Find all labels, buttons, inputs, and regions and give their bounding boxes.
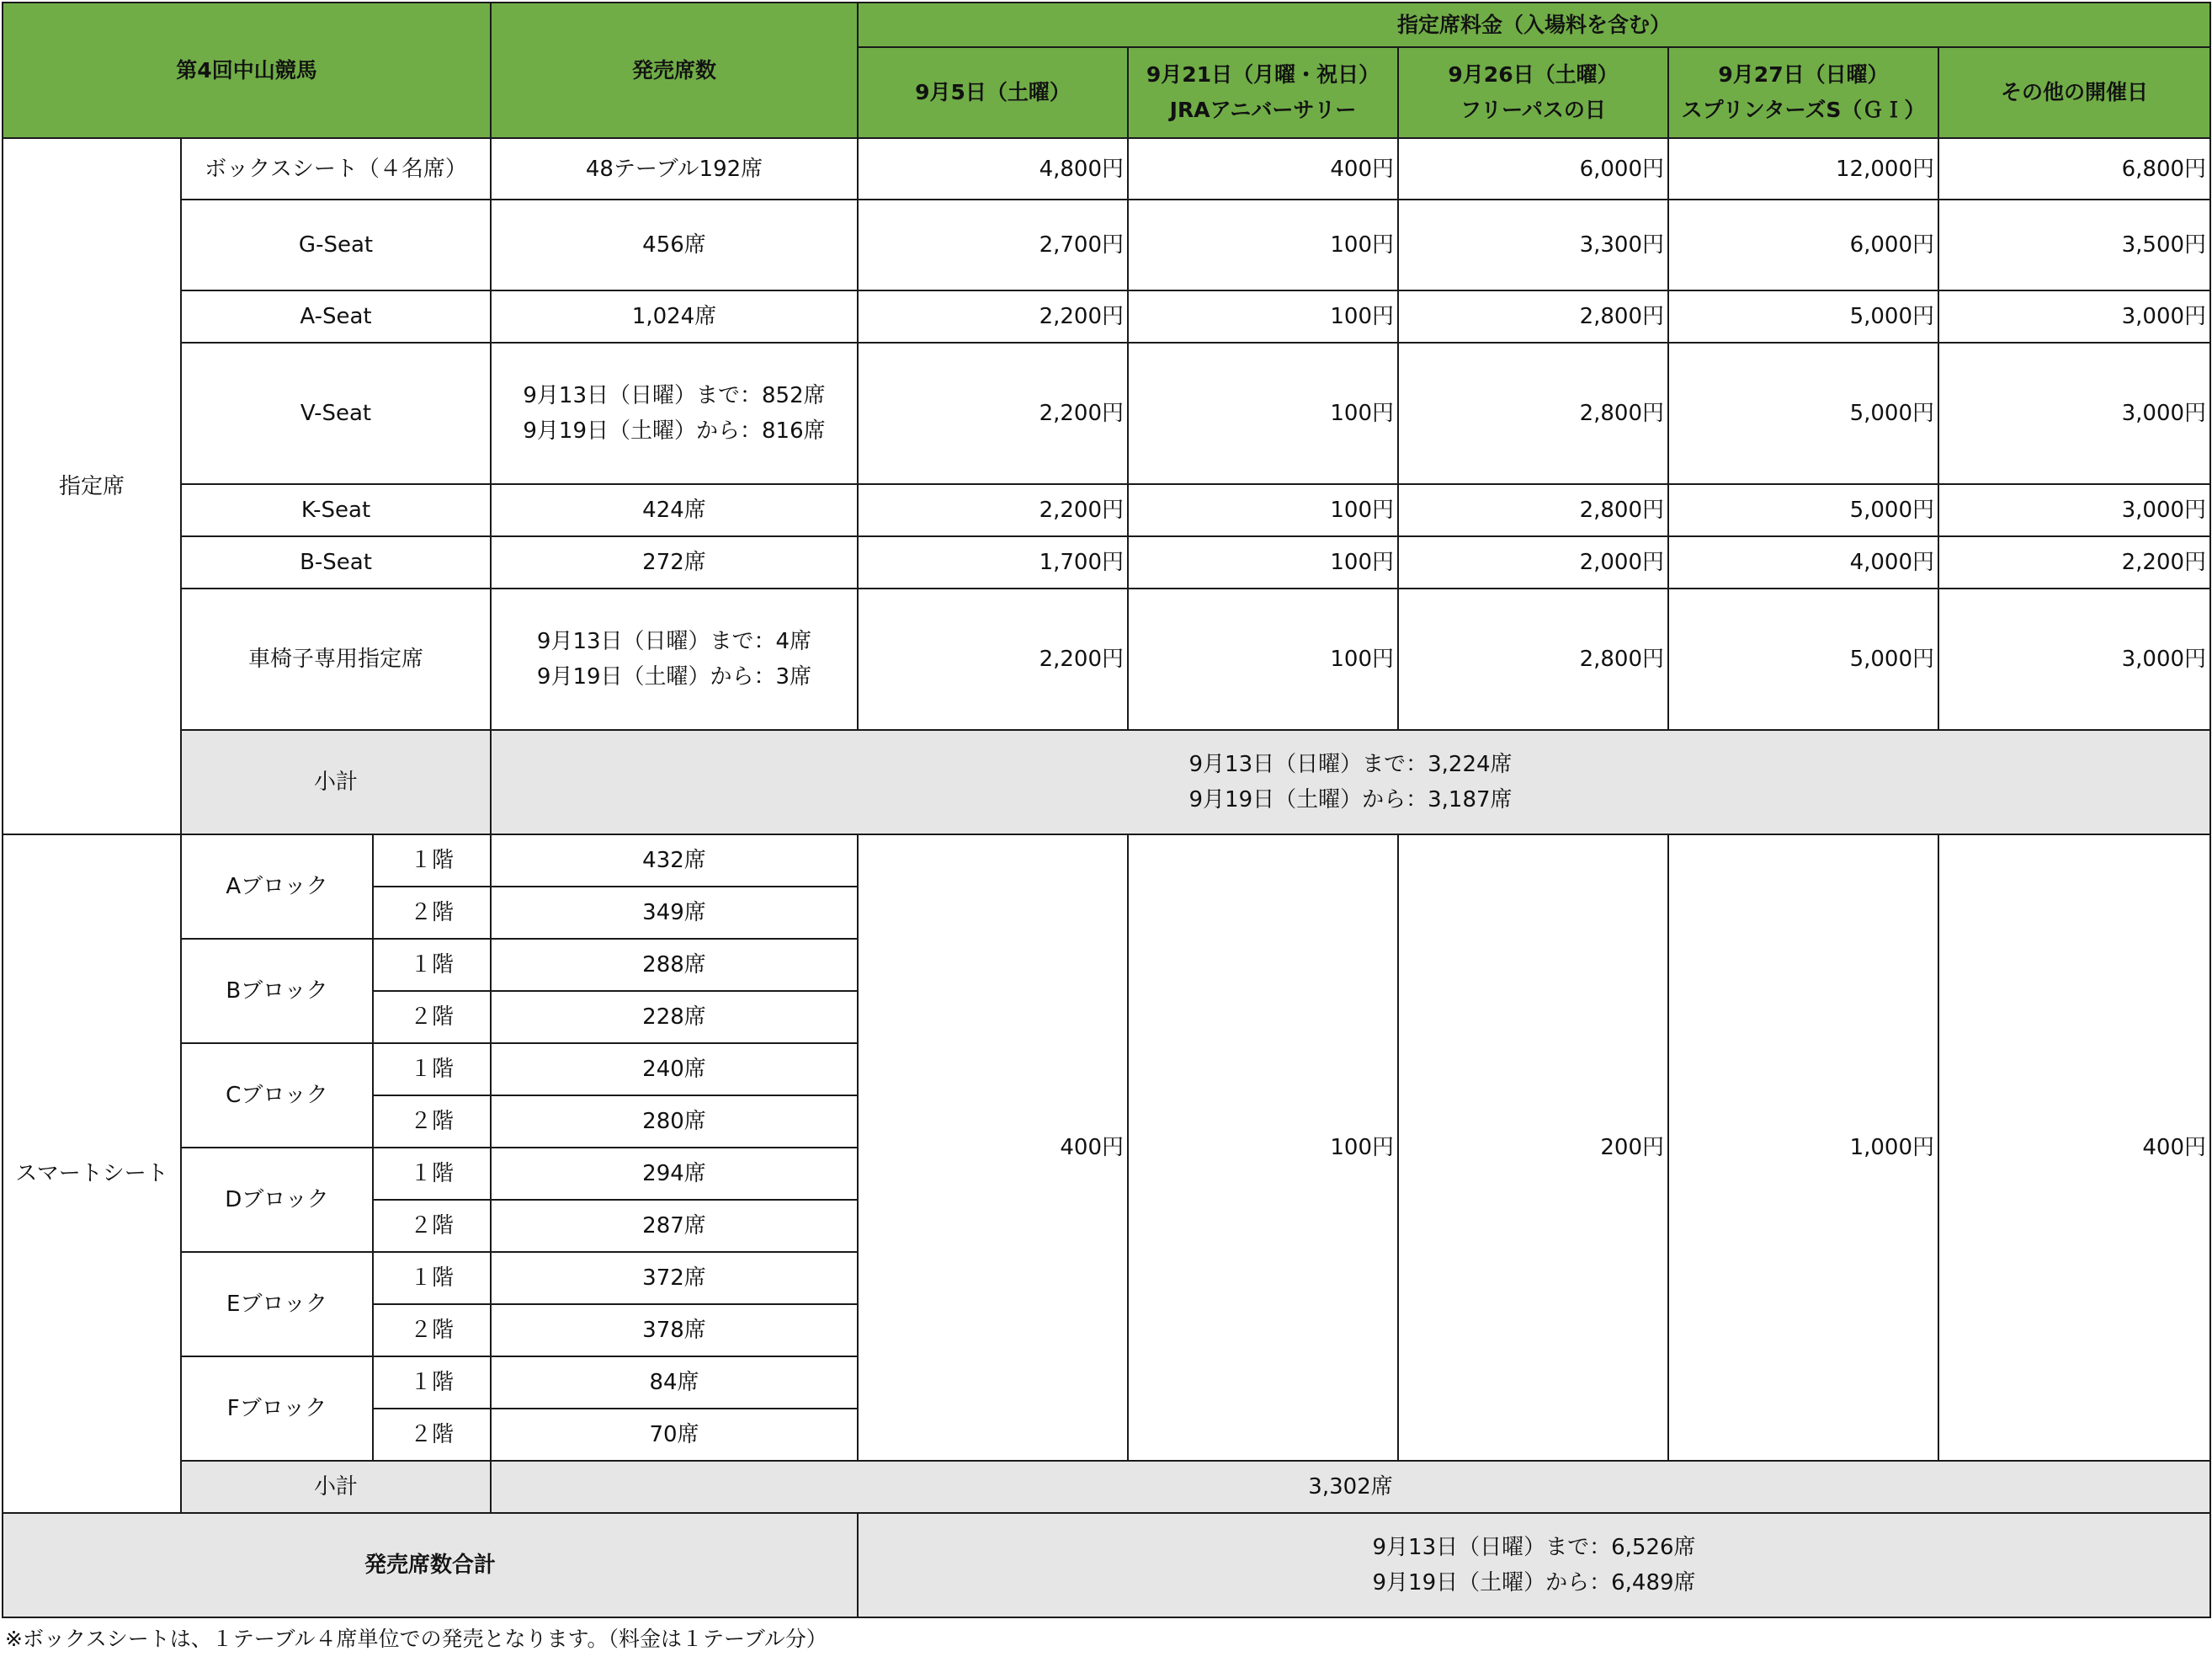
seat-count: 294席	[491, 1148, 858, 1200]
seat-count: 228席	[491, 991, 858, 1043]
grand-total-row	[3, 1513, 2210, 1617]
block-name: Cブロック	[181, 1043, 373, 1148]
price-cell: 2,200円	[1938, 536, 2210, 589]
seat-count: 432席	[491, 834, 858, 887]
price-cell: 100円	[1128, 484, 1398, 536]
floor-label: １階	[373, 1148, 491, 1200]
footnote: ※ボックスシートは、１テーブル４席単位での発売となります。（料金は１テーブル分）	[5, 1627, 827, 1651]
seat-count: 1,024席	[491, 290, 858, 343]
block-name: Aブロック	[181, 834, 373, 939]
floor-label: １階	[373, 834, 491, 887]
reserved-subtotal-row	[3, 730, 2210, 834]
reserved-row-b-seat	[3, 536, 2210, 589]
header-day-3: 9月26日（土曜） フリーパスの日	[1398, 47, 1668, 138]
price-cell: 2,200円	[858, 589, 1128, 730]
floor-label: ２階	[373, 1409, 491, 1461]
price-cell: 100円	[1128, 343, 1398, 484]
block-name: Bブロック	[181, 939, 373, 1043]
header-seats-sold: 発売席数	[491, 3, 858, 138]
seat-count: 84席	[491, 1356, 858, 1409]
price-cell: 12,000円	[1668, 138, 1938, 200]
block-name: Dブロック	[181, 1148, 373, 1252]
price-cell: 2,800円	[1398, 589, 1668, 730]
seat-count: 372席	[491, 1252, 858, 1304]
grand-total-value: 9月13日（日曜）まで：6,526席 9月19日（土曜）から：6,489席	[858, 1513, 2210, 1617]
price-cell: 4,800円	[858, 138, 1128, 200]
smart-price-cell: 100円	[1128, 834, 1398, 1461]
seat-name: ボックスシート（４名席）	[181, 138, 491, 200]
reserved-row-a-seat	[3, 290, 2210, 343]
seat-count: 349席	[491, 887, 858, 939]
price-cell: 100円	[1128, 200, 1398, 290]
floor-label: ２階	[373, 1095, 491, 1148]
price-cell: 5,000円	[1668, 290, 1938, 343]
seat-price-table	[2, 2, 2211, 1618]
price-cell: 1,700円	[858, 536, 1128, 589]
floor-label: ２階	[373, 1304, 491, 1356]
price-cell: 100円	[1128, 589, 1398, 730]
seat-name: K-Seat	[181, 484, 491, 536]
smart-subtotal-row	[3, 1461, 2210, 1513]
block-name: Eブロック	[181, 1252, 373, 1356]
price-cell: 2,800円	[1398, 484, 1668, 536]
smart-price-cell: 400円	[858, 834, 1128, 1461]
header-race: 第4回中山競馬	[3, 3, 491, 138]
price-cell: 2,200円	[858, 343, 1128, 484]
floor-label: ２階	[373, 1200, 491, 1252]
seat-count: 9月13日（日曜）まで：4席 9月19日（土曜）から：3席	[491, 589, 858, 730]
seat-name: 車椅子専用指定席	[181, 589, 491, 730]
header-day-2: 9月21日（月曜・祝日） JRAアニバーサリー	[1128, 47, 1398, 138]
price-cell: 2,700円	[858, 200, 1128, 290]
seat-count: 240席	[491, 1043, 858, 1095]
price-cell: 100円	[1128, 536, 1398, 589]
price-cell: 6,800円	[1938, 138, 2210, 200]
smart-subtotal-value: 3,302席	[491, 1461, 2210, 1513]
header-fee-group: 指定席料金（入場料を含む）	[858, 3, 2210, 47]
price-cell: 3,000円	[1938, 589, 2210, 730]
price-cell: 4,000円	[1668, 536, 1938, 589]
reserved-group-label: 指定席	[3, 138, 181, 834]
floor-label: ２階	[373, 887, 491, 939]
floor-label: ２階	[373, 991, 491, 1043]
price-cell: 3,000円	[1938, 290, 2210, 343]
reserved-row-box	[3, 138, 2210, 200]
price-cell: 2,000円	[1398, 536, 1668, 589]
header-day-1: 9月5日（土曜）	[858, 47, 1128, 138]
subtotal-label: 小計	[181, 730, 491, 834]
smart-price-cell: 200円	[1398, 834, 1668, 1461]
seat-name: A-Seat	[181, 290, 491, 343]
seat-count: 378席	[491, 1304, 858, 1356]
seat-name: V-Seat	[181, 343, 491, 484]
seat-count: 48テーブル192席	[491, 138, 858, 200]
block-name: Fブロック	[181, 1356, 373, 1461]
seat-count: 70席	[491, 1409, 858, 1461]
reserved-row-g-seat	[3, 200, 2210, 290]
smart-price-cell: 1,000円	[1668, 834, 1938, 1461]
seat-count: 9月13日（日曜）まで：852席 9月19日（土曜）から：816席	[491, 343, 858, 484]
reserved-subtotal-value: 9月13日（日曜）まで：3,224席 9月19日（土曜）から：3,187席	[491, 730, 2210, 834]
price-cell: 5,000円	[1668, 343, 1938, 484]
seat-name: G-Seat	[181, 200, 491, 290]
price-cell: 400円	[1128, 138, 1398, 200]
price-cell: 5,000円	[1668, 484, 1938, 536]
price-cell: 100円	[1128, 290, 1398, 343]
grand-total-label: 発売席数合計	[3, 1513, 858, 1617]
seat-name: B-Seat	[181, 536, 491, 589]
price-cell: 2,200円	[858, 290, 1128, 343]
smart-price-cell: 400円	[1938, 834, 2210, 1461]
price-cell: 2,800円	[1398, 343, 1668, 484]
seat-count: 456席	[491, 200, 858, 290]
seat-count: 272席	[491, 536, 858, 589]
price-cell: 2,800円	[1398, 290, 1668, 343]
floor-label: １階	[373, 1252, 491, 1304]
smart-row	[3, 834, 2210, 887]
seat-count: 424席	[491, 484, 858, 536]
price-cell: 6,000円	[1398, 138, 1668, 200]
reserved-row-wheelchair	[3, 589, 2210, 730]
price-cell: 2,200円	[858, 484, 1128, 536]
header-day-5: その他の開催日	[1938, 47, 2210, 138]
header-day-4: 9月27日（日曜） スプリンターズS（ＧＩ）	[1668, 47, 1938, 138]
seat-count: 280席	[491, 1095, 858, 1148]
floor-label: １階	[373, 1356, 491, 1409]
reserved-row-v-seat	[3, 343, 2210, 484]
floor-label: １階	[373, 939, 491, 991]
reserved-row-k-seat	[3, 484, 2210, 536]
seat-count: 287席	[491, 1200, 858, 1252]
subtotal-label: 小計	[181, 1461, 491, 1513]
smart-group-label: スマートシート	[3, 834, 181, 1513]
price-cell: 3,000円	[1938, 484, 2210, 536]
seat-count: 288席	[491, 939, 858, 991]
price-cell: 3,300円	[1398, 200, 1668, 290]
price-cell: 3,000円	[1938, 343, 2210, 484]
price-cell: 5,000円	[1668, 589, 1938, 730]
price-cell: 6,000円	[1668, 200, 1938, 290]
price-cell: 3,500円	[1938, 200, 2210, 290]
floor-label: １階	[373, 1043, 491, 1095]
